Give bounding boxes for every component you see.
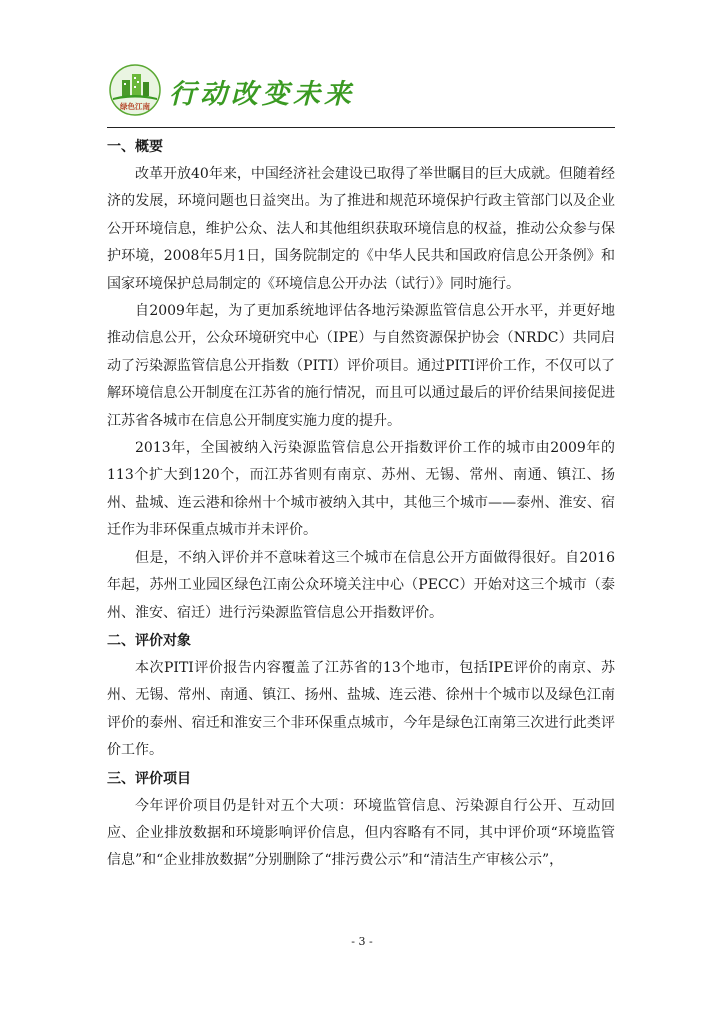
section-overview — [107, 133, 615, 627]
header-divider — [107, 127, 615, 128]
slogan: 行动改变未来 — [169, 79, 355, 110]
paragraph: 今年评价项目仍是针对五个大项：环境监管信息、污染源自行公开、互动回应、企业排放数据和环境影响评价信息，但内容略有不同，其中评价项“环境监管信息”和“企业排放数据”分别删除了“排污费公示”和“清洁生产审核公示”， — [107, 797, 615, 869]
paragraph: 2013年，全国被纳入污染源监管信息公开指数评价工作的城市由2009年的113个扩大到120个，而江苏省则有南京、苏州、无锡、常州、南通、镇江、扬州、盐城、连云港和徐州十个城市被纳入其中，其他三个城市——泰州、淮安、宿迁作为非环保重点城市并未评价。 — [107, 440, 615, 539]
document-body — [107, 133, 615, 875]
paragraph: 本次PITI评价报告内容覆盖了江苏省的13个地市，包括IPE评价的南京、苏州、无锡、常州、南通、镇江、扬州、盐城、连云港、徐州十个城市以及绿色江南评价的泰州、宿迁和淮安三个非环保重点城市，今年是绿色江南第三次进行此类评价工作。 — [107, 659, 615, 759]
green-jiangnan-logo — [107, 62, 163, 116]
page-number: - 3 - — [351, 935, 373, 948]
section-heading: 一、概要 — [107, 139, 163, 155]
paragraph: 但是，不纳入评价并不意味着这三个城市在信息公开方面做得很好。自2016年起，苏州工业园区绿色江南公众环境关注中心（PECC）开始对这三个城市（泰州、淮安、宿迁）进行污染源监管信息公开指数评价。 — [107, 549, 615, 621]
section-heading: 二、评价对象 — [107, 632, 191, 649]
paragraph: 改革开放40年来，中国经济社会建设已取得了举世瞩目的巨大成就。但随着经济的发展，环境问题也日益突出。为了推进和规范环境保护行政主管部门以及企业公开环境信息，维护公众、法人和其他组织获取环境信息的权益，推动公众参与保护环境，2008年5月1日，国务院制定的《中华人民共和国政府信息公开条例》和国家环境保护总局制定的《环境信息公开办法（试行）》同时施行。 — [107, 166, 615, 292]
logo-text: 绿色江南 — [120, 102, 150, 111]
section-heading: 三、评价项目 — [107, 770, 191, 787]
section-evaluation-items — [107, 765, 615, 875]
section-evaluation-targets — [107, 627, 615, 765]
paragraph: 自2009年起，为了更加系统地评估各地污染源监管信息公开水平，并更好地推动信息公开，公众环境研究中心（IPE）与自然资源保护协会（NRDC）共同启动了污染源监管信息公开指数（PITI）评价项目。通过PITI评价工作，不仅可以了解环境信息公开制度在江苏省的施行情况，而且可以通过最后的评价结果间接促进江苏省各城市在信息公开制度实施力度的提升。 — [107, 303, 615, 429]
page-header — [107, 62, 615, 128]
